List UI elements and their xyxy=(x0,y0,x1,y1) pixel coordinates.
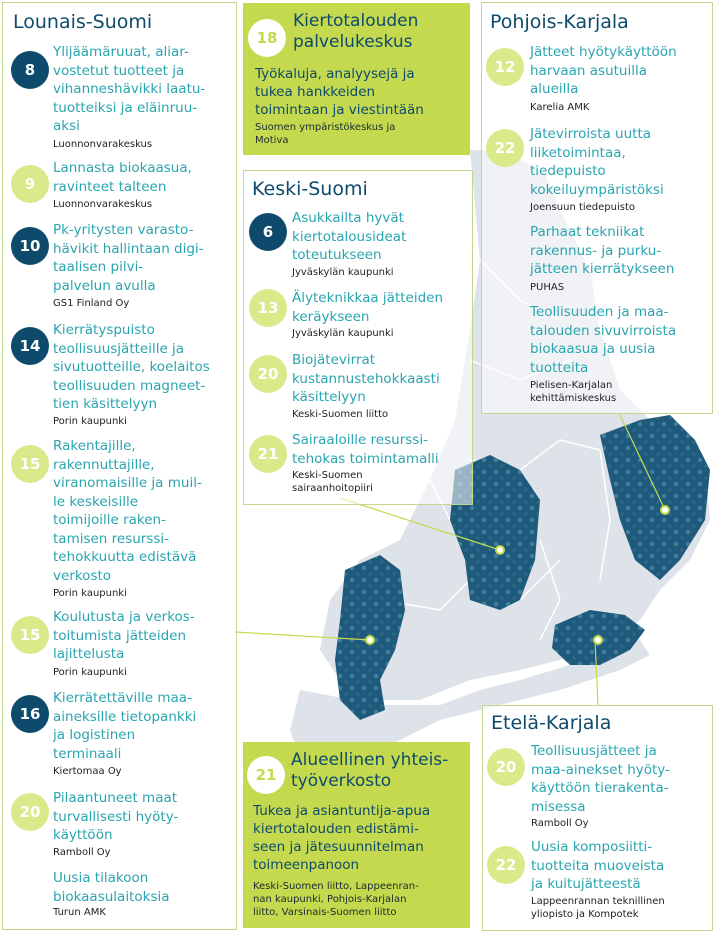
entry-org: Porin kaupunki xyxy=(53,416,127,427)
entry-org: Porin kaupunki xyxy=(53,667,127,678)
region-title-pohjois-karjala: Pohjois-Karjala xyxy=(490,11,629,33)
badge-number: 22 xyxy=(486,129,524,167)
entry-org: Karelia AMK xyxy=(530,102,590,113)
panel-lounais-suomi xyxy=(2,2,237,930)
entry-lounais-16 xyxy=(3,689,236,781)
entry-title: Biojätevirrat kustannustehokkaasti käsittelyyn xyxy=(292,352,440,405)
panel-keski-suomi xyxy=(243,170,473,505)
entry-org: Ramboll Oy xyxy=(531,818,589,829)
badge-number: 9 xyxy=(11,165,49,203)
panel-description: Työkaluja, analyysejä ja tukea hankkeiden toimintaan ja viestintään xyxy=(255,66,424,118)
entry-org: Ramboll Oy xyxy=(53,847,111,858)
panel-org: Suomen ympäristökeskus ja Motiva xyxy=(255,122,396,146)
entry-org: Lappeenrannan teknillinen yliopisto ja Kompotek xyxy=(531,896,665,920)
entry-org: Keski-Suomen liitto xyxy=(292,409,389,420)
entry-title: Rakentajille, rakennuttajille, viranomaisille ja muil- le keskeisille toimijoille raken- tamisen resurssi- tehokkuutta edistävä verkosto xyxy=(53,438,202,584)
entry-pohjois-22 xyxy=(482,125,712,217)
badge-number: 20 xyxy=(249,355,287,393)
entry-title: Asukkailta hyvät kiertotalousideat toteutukseen xyxy=(292,210,407,263)
badge-number: 21 xyxy=(249,435,287,473)
entry-org: Kiertomaa Oy xyxy=(53,766,122,777)
entry-lounais-10 xyxy=(3,221,236,311)
badge-number: 16 xyxy=(11,695,49,733)
entry-pohjois-12 xyxy=(482,43,712,117)
entry-title: Parhaat tekniikat rakennus- ja purku- jätteen kierrätykseen xyxy=(530,224,675,277)
entry-title: Lannasta biokaasua, ravinteet talteen xyxy=(53,160,192,195)
entry-org: Keski-Suomen sairaanhoitopiiri xyxy=(292,470,373,494)
entry-title: Jätteet hyötykäyttöön harvaan asutuilla alueilla xyxy=(530,44,677,97)
entry-org: Pielisen-Karjalan kehittämiskeskus xyxy=(530,380,617,404)
entry-org: GS1 Finland Oy xyxy=(53,298,130,309)
entry-keski-6 xyxy=(244,209,472,281)
badge-number: 8 xyxy=(11,51,49,89)
region-title-etela-karjala: Etelä-Karjala xyxy=(491,712,612,734)
badge-number: 22 xyxy=(487,846,525,884)
entry-title: Uusia tilakoon biokaasulaitoksia xyxy=(53,870,170,905)
entry-title: Teollisuusjätteet ja maa-ainekset hyöty- käyttöön tierakenta- misessa xyxy=(531,743,670,815)
region-title-keski-suomi: Keski-Suomi xyxy=(252,178,368,200)
entry-title: Sairaaloille resurssi- tehokas toimintamalli xyxy=(292,432,439,467)
entry-lounais-15b xyxy=(3,608,236,682)
badge-number: 15 xyxy=(11,445,49,483)
entry-org: Jyväskylän kaupunki xyxy=(292,328,394,339)
region-title-lounais-suomi: Lounais-Suomi xyxy=(13,11,153,33)
entry-title: Pilaantuneet maat turvallisesti hyöty- käyttöön xyxy=(53,790,179,843)
badge-number: 15 xyxy=(11,616,49,654)
entry-lounais-15a xyxy=(3,437,236,601)
entry-org: Joensuun tiedepuisto xyxy=(530,202,636,213)
badge-number: 21 xyxy=(247,756,285,794)
entry-keski-21 xyxy=(244,431,472,501)
panel-title: Kiertotalouden palvelukeskus xyxy=(293,11,419,52)
badge-number: 6 xyxy=(249,213,287,251)
entry-pohjois-biokaasu xyxy=(482,303,712,409)
entry-keski-20 xyxy=(244,351,472,423)
entry-lounais-20 xyxy=(3,789,236,863)
entry-org: Turun AMK xyxy=(53,907,106,918)
panel-description: Tukea ja asiantuntija-apua kiertotalouden edistämi- seen ja jätesuunnitelman toimeenpanoon xyxy=(253,803,431,873)
badge-number: 20 xyxy=(11,793,49,831)
badge-number: 14 xyxy=(11,327,49,365)
panel-title: Alueellinen yhteis- työverkosto xyxy=(291,750,449,791)
panel-etela-karjala xyxy=(482,705,713,931)
entry-title: Koulutusta ja verkos- toitumista jätteiden lajittelusta xyxy=(53,609,195,662)
entry-title: Ylijäämäruuat, aliar- vostetut tuotteet ja vihanneshävikki laatu- tuotteiksi ja eläinruu- aksi xyxy=(53,44,206,134)
entry-etela-22 xyxy=(483,838,712,928)
entry-title: Jätevirroista uutta liiketoimintaa, tiedepuisto kokeiluympäristöksi xyxy=(530,126,664,198)
badge-number: 13 xyxy=(249,289,287,327)
entry-org: Porin kaupunki xyxy=(53,588,127,599)
panel-yhteistyoverkosto xyxy=(243,742,470,928)
entry-keski-13 xyxy=(244,289,472,343)
badge-number: 10 xyxy=(11,227,49,265)
badge-number: 18 xyxy=(248,19,286,57)
entry-title: Uusia komposiitti- tuotteita muoveista ja kuitujätteestä xyxy=(531,839,665,892)
entry-title: Älyteknikkaa jätteiden keräykseen xyxy=(292,290,444,325)
badge-number: 12 xyxy=(486,48,524,86)
badge-number: 20 xyxy=(487,748,525,786)
entry-lounais-8 xyxy=(3,43,236,150)
entry-lounais-9 xyxy=(3,159,236,213)
entry-org: PUHAS xyxy=(530,282,565,293)
entry-title: Pk-yritysten varasto- hävikit hallintaan digi- taalisen pilvi- palvelun avulla xyxy=(53,222,204,294)
entry-lounais-14 xyxy=(3,321,236,431)
entry-etela-20 xyxy=(483,742,712,836)
entry-title: Kierrätyspuisto teollisuusjätteille ja sivutuotteille, koelaitos teollisuuden magneet- tien käsittelyyn xyxy=(53,322,210,412)
entry-lounais-biokaasu xyxy=(3,869,236,923)
panel-org: Keski-Suomen liitto, Lappeenran- nan kaupunki, Pohjois-Karjalan liitto, Varsinais-Suomen liitto xyxy=(253,881,419,918)
entry-title: Kierrätettäville maa- aineksille tietopankki ja logistinen terminaali xyxy=(53,690,197,762)
panel-pohjois-karjala xyxy=(481,2,713,414)
entry-org: Jyväskylän kaupunki xyxy=(292,267,394,278)
entry-org: Luonnonvarakeskus xyxy=(53,139,153,150)
entry-pohjois-puhas xyxy=(482,223,712,295)
panel-palvelukeskus xyxy=(243,3,470,155)
entry-org: Luonnonvarakeskus xyxy=(53,199,153,210)
entry-title: Teollisuuden ja maa- talouden sivuvirroista biokaasua ja uusia tuotteita xyxy=(530,304,677,376)
